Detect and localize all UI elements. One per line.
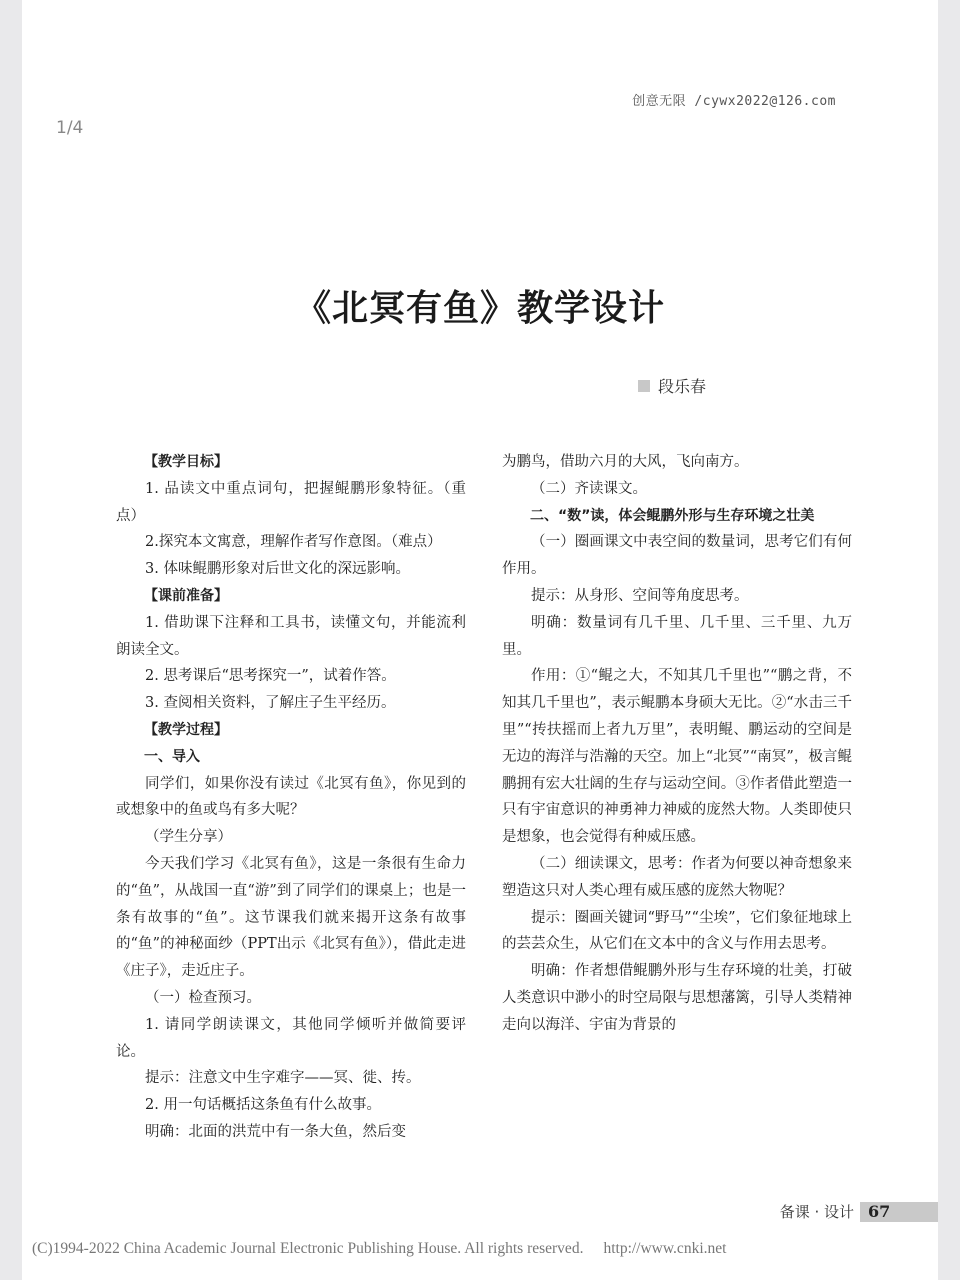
section-heading: 【教学目标】 — [144, 454, 228, 470]
paragraph: 2. 用一句话概括这条鱼有什么故事。 — [145, 1097, 381, 1114]
paragraph: （一）检查预习。 — [145, 989, 261, 1006]
copyright-line — [32, 1240, 726, 1258]
paragraph: 1. 借助课下注释和工具书，读懂文句，并能流利朗读全文。 — [116, 614, 466, 658]
paragraph: 1. 请同学朗读课文，其他同学倾听并做简要评论。 — [116, 1016, 466, 1060]
paragraph: 明确：北面的洪荒中有一条大鱼，然后变 — [145, 1123, 406, 1140]
paragraph: 同学们，如果你没有读过《北冥有鱼》，你见到的或想象中的鱼或鸟有多大呢？ — [116, 775, 466, 819]
article-title: 《北冥有鱼》教学设计 — [294, 288, 665, 329]
paragraph: 明确：作者想借鲲鹏外形与生存环境的壮美，打破人类意识中渺小的时空局限与思想藩篱，引导人类精神走向以海洋、宇宙为背景的 — [502, 963, 852, 1033]
paragraph: 3. 查阅相关资料，了解庄子生平经历。 — [145, 695, 396, 712]
paragraph-continuation: 为鹏鸟，借助六月的大风，飞向南方。 — [502, 454, 749, 470]
author-name: 段乐春 — [657, 377, 706, 396]
paragraph: 提示：从身形、空间等角度思考。 — [531, 587, 749, 604]
paragraph: 3. 体味鲲鹏形象对后世文化的深远影响。 — [145, 561, 410, 578]
paragraph: 明确：数量词有几千里、几千里、三千里、九万里。 — [502, 614, 852, 658]
paragraph: 提示：注意文中生字难字——冥、徙、抟。 — [145, 1070, 421, 1087]
paragraph: 提示：圈画关键词“野马”“尘埃”，它们象征地球上的芸芸众生，从它们在文本中的含义与作用去思考。 — [502, 909, 852, 953]
paragraph: （二）齐读课文。 — [531, 480, 647, 497]
right-column — [502, 449, 852, 1039]
page-number: 67 — [860, 1202, 938, 1222]
paragraph: （二）细读课文，思考：作者为何要以神奇想象来塑造这只对人类心理有威压感的庞然大物呢？ — [502, 855, 852, 899]
footer-section-label: 备课 · 设计 — [779, 1203, 854, 1221]
paragraph: 1. 品读文中重点词句，把握鲲鹏形象特征。（重点） — [116, 480, 466, 524]
header-contact: 创意无限 /cywx2022@126.com — [632, 94, 836, 109]
step-heading: 二、“数”读，体会鲲鹏外形与生存环境之壮美 — [530, 507, 815, 524]
cnki-link[interactable]: http://www.cnki.net — [603, 1240, 727, 1257]
paragraph: 2.探究本文寓意，理解作者写作意图。（难点） — [145, 534, 442, 551]
paragraph: （学生分享） — [145, 829, 232, 846]
left-column — [116, 449, 466, 1146]
section-heading: 【课前准备】 — [144, 587, 228, 604]
section-heading: 【教学过程】 — [144, 721, 228, 738]
paragraph: 今天我们学习《北冥有鱼》，这是一条很有生命力的“鱼”，从战国一直“游”到了同学们的课桌上；也是一条有故事的“鱼”。这节课我们就来揭开这条有故事的“鱼”的神秘面纱（PPT出示《北冥有鱼》），借此走进《庄子》，走近庄子。 — [116, 855, 466, 980]
page-indicator: 1/4 — [56, 118, 84, 138]
author-square-icon — [638, 380, 650, 392]
step-heading: 一、导入 — [144, 748, 200, 765]
copyright-text: (C)1994-2022 China Academic Journal Electronic Publishing House. All rights reserved. — [32, 1240, 584, 1257]
paragraph: 作用：①“鲲之大，不知其几千里也”“鹏之背，不知其几千里也”，表示鲲鹏本身硕大无比。②“水击三千里”“抟扶摇而上者九万里”，表明鲲、鹏运动的空间是无边的海洋与浩瀚的天空。加上“北冥”“南冥”，极言鲲鹏拥有宏大壮阔的生存与运动空间。③作者借此塑造一只有宇宙意识的神勇神力神威的庞然大物。人类即使只是想象，也会觉得有种威压感。 — [502, 668, 852, 846]
author-line — [638, 374, 706, 397]
paragraph: 2. 思考课后“思考探究一”，试着作答。 — [145, 668, 396, 685]
journal-page — [22, 0, 938, 1280]
paragraph: （一）圈画课文中表空间的数量词，思考它们有何作用。 — [502, 534, 852, 578]
